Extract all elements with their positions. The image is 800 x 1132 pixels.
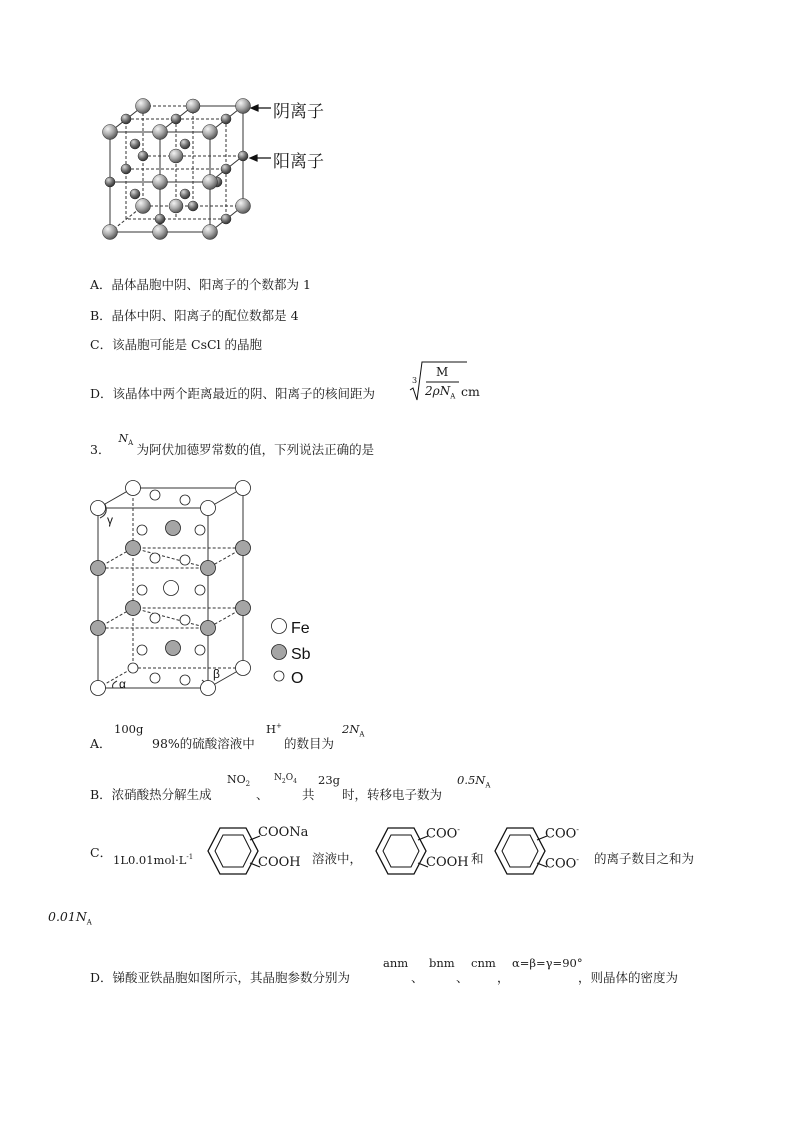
benzene-ring-3 [487,823,549,885]
question-3-text: 为阿伏加德罗常数的值，下列说法正确的是 [136,442,375,457]
avogadro-symbol: $N_A$ [118,432,134,448]
unit-cm: cm [461,384,480,399]
crystal-lattice-figure-1 [95,92,365,242]
legend-sb-symbol [272,645,287,660]
benzene-ring-2 [368,823,430,885]
angle-alpha: α [119,677,126,691]
question-3-stem [90,432,375,459]
question-3-number: 3． [90,442,111,457]
fraction-denominator: $2\rho N_A$ [425,384,456,401]
legend-o-symbol [274,671,284,681]
option-c-q2: C．该晶胞可能是 CsCl 的晶胞 [90,337,263,352]
cube-root-formula [409,360,479,404]
crystal-lattice-figure-2 [85,478,325,700]
cation-label: 阳离子 [273,152,324,172]
option-a-q2: A．晶体晶胞中阴、阳离子的个数都为 1 [90,277,311,292]
legend-o: O [291,670,304,687]
root-index: 3 [412,376,418,385]
option-b-q2: B．晶体中阴、阳离子的配位数都是 4 [90,308,299,323]
option-d-q2-text: D．该晶体中两个距离最近的阴、阳离子的核间距为 [90,386,376,401]
option-c-continuation: $0.01N_A$ [48,909,92,927]
option-b-q3: B．浓硝酸热分解生成 $NO_2$ 、 $N_2O_4$ 共 23g 时，转移电子数为 $0.5N_A$ [90,773,491,802]
legend-fe: Fe [291,620,310,637]
angle-gamma: γ [107,513,113,527]
angle-beta: β [213,667,220,681]
legend-sb: Sb [291,646,311,663]
anion-label: 阴离子 [273,102,324,122]
option-d-q2 [90,384,375,402]
benzene-ring-1 [200,823,262,885]
option-d-q3: D．锑酸亚铁晶胞如图所示，其晶胞参数分别为 anm 、 bnm 、 cnm ， α=β=γ=90° ，则晶体的密度为 [90,956,679,985]
legend-fe-symbol [272,619,287,634]
option-a-q3: A． 100g 98%的硫酸溶液中 H+ 的数目为 $2N_A$ [90,722,365,751]
fraction-numerator: M [436,365,449,379]
option-c-q3: C． $1L0.01mol\cdot L^{-1}$ COONa COOH 溶液中， COO- COOH 和 COO- COO- 的离子数目之和为 [0,815,800,885]
